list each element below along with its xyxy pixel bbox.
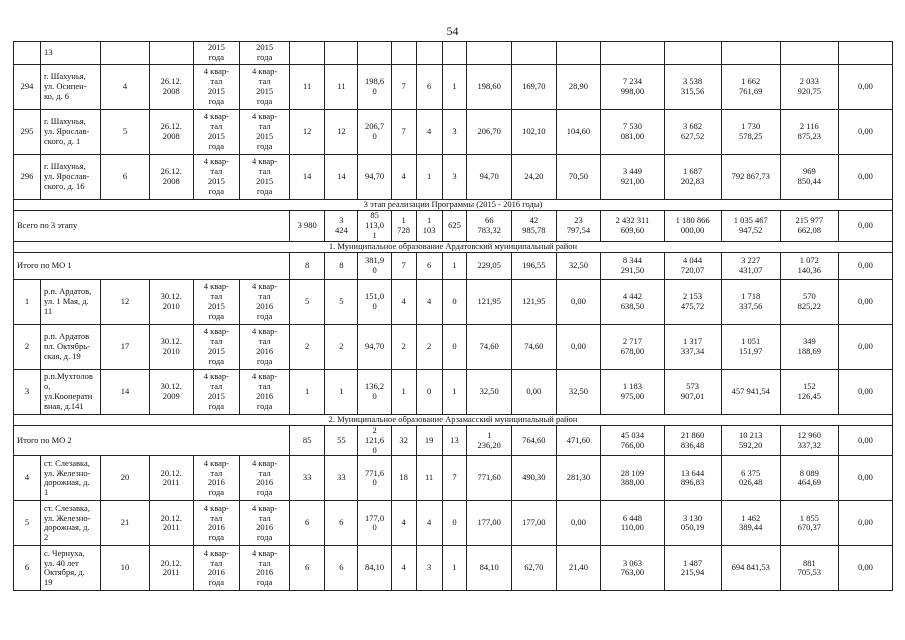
value-cell: 198,60 <box>467 65 512 110</box>
value-cell: 32 <box>391 426 416 456</box>
value-cell: 151,0 0 <box>358 280 391 325</box>
value-cell: 33 <box>325 456 358 501</box>
value-cell: 1 035 467 947,52 <box>721 211 780 242</box>
value-cell: 28,90 <box>556 65 601 110</box>
value-cell: 2 121,6 0 <box>358 426 391 456</box>
value-cell: 1 <box>416 155 442 200</box>
quarter-cell: 2015 года <box>193 42 240 65</box>
value-cell: 1 236,20 <box>467 426 512 456</box>
table-cell: 14 <box>101 370 150 415</box>
value-cell: 7 <box>391 65 416 110</box>
value-cell: 1 718 337,56 <box>721 280 780 325</box>
value-cell: 1 <box>442 370 467 415</box>
value-cell: 7 <box>442 456 467 501</box>
value-cell: 169,70 <box>512 65 557 110</box>
table-cell: 6 <box>101 155 150 200</box>
value-cell: 1 <box>442 253 467 280</box>
value-cell: 3 682 627,52 <box>664 110 721 155</box>
value-cell: 1 <box>442 546 467 591</box>
value-cell: 471,60 <box>556 426 601 456</box>
value-cell: 6 <box>416 65 442 110</box>
value-cell: 4 <box>416 501 442 546</box>
value-cell: 3 538 315,56 <box>664 65 721 110</box>
value-cell: 28 109 388,00 <box>601 456 664 501</box>
value-cell: 0 <box>442 325 467 370</box>
table-row <box>14 110 893 155</box>
value-cell: 10 213 592,20 <box>721 426 780 456</box>
row-number-cell: 5 <box>14 501 41 546</box>
row-number-cell: 295 <box>14 110 41 155</box>
total-label: Итого по МО 1 <box>14 253 290 280</box>
table-cell <box>391 42 416 65</box>
quarter-cell: 4 квар- тал 2016 года <box>240 370 290 415</box>
value-cell: 0,00 <box>838 325 892 370</box>
value-cell: 2 <box>325 325 358 370</box>
table-cell <box>780 42 838 65</box>
value-cell: 177,0 0 <box>358 501 391 546</box>
value-cell: 14 <box>290 155 325 200</box>
value-cell: 23 797,54 <box>556 211 601 242</box>
value-cell: 2 717 678,00 <box>601 325 664 370</box>
value-cell: 1 730 578,25 <box>721 110 780 155</box>
quarter-cell: 4 квар- тал 2015 года <box>193 325 240 370</box>
value-cell: 136,2 0 <box>358 370 391 415</box>
value-cell: 1 051 151,97 <box>721 325 780 370</box>
table-cell: 12 <box>101 280 150 325</box>
table-cell <box>467 42 512 65</box>
value-cell: 0,00 <box>838 370 892 415</box>
date-cell: 26.12. 2008 <box>149 65 193 110</box>
value-cell: 8 089 464,69 <box>780 456 838 501</box>
table-row <box>14 501 893 546</box>
date-cell: 30.12. 2010 <box>149 280 193 325</box>
value-cell: 4 044 720,07 <box>664 253 721 280</box>
row-number-cell: 2 <box>14 325 41 370</box>
page-number: 54 <box>446 24 459 38</box>
value-cell: 102,10 <box>512 110 557 155</box>
value-cell: 94,70 <box>358 325 391 370</box>
value-cell: 4 <box>416 280 442 325</box>
quarter-cell: 4 квар- тал 2015 года <box>193 155 240 200</box>
date-cell <box>149 42 193 65</box>
value-cell: 121,95 <box>467 280 512 325</box>
value-cell: 6 <box>290 501 325 546</box>
value-cell: 19 <box>416 426 442 456</box>
value-cell: 0,00 <box>556 325 601 370</box>
value-cell: 3 424 <box>325 211 358 242</box>
value-cell: 33 <box>290 456 325 501</box>
value-cell: 0,00 <box>838 155 892 200</box>
table-cell <box>512 42 557 65</box>
value-cell: 12 960 337,32 <box>780 426 838 456</box>
value-cell: 4 <box>391 280 416 325</box>
value-cell: 66 783,32 <box>467 211 512 242</box>
table-cell: 4 <box>101 65 150 110</box>
value-cell: 94,70 <box>467 155 512 200</box>
value-cell: 0 <box>416 370 442 415</box>
value-cell: 4 <box>391 546 416 591</box>
value-cell: 2 <box>391 325 416 370</box>
section-header: 3 этап реализации Программы (2015 - 2016 годы) <box>14 200 893 211</box>
value-cell: 104,60 <box>556 110 601 155</box>
value-cell: 1 <box>391 370 416 415</box>
date-cell: 20.12. 2011 <box>149 456 193 501</box>
quarter-cell: 4 квар- тал 2016 года <box>240 325 290 370</box>
table-row <box>14 65 893 110</box>
value-cell: 206,70 <box>467 110 512 155</box>
value-cell: 0,00 <box>838 65 892 110</box>
value-cell: 2 116 875,23 <box>780 110 838 155</box>
value-cell: 84,10 <box>358 546 391 591</box>
value-cell: 0,00 <box>838 253 892 280</box>
value-cell: 1 180 866 000,00 <box>664 211 721 242</box>
value-cell: 84,10 <box>467 546 512 591</box>
value-cell: 625 <box>442 211 467 242</box>
value-cell: 85 113,0 1 <box>358 211 391 242</box>
value-cell: 7 530 081,00 <box>601 110 664 155</box>
value-cell: 1 662 761,69 <box>721 65 780 110</box>
address-cell: с. Чернуха, ул. 40 лет Октября, д. 19 <box>40 546 100 591</box>
value-cell: 177,00 <box>467 501 512 546</box>
table-cell: 5 <box>101 110 150 155</box>
value-cell: 55 <box>325 426 358 456</box>
address-cell: 13 <box>40 42 100 65</box>
table-cell <box>664 42 721 65</box>
value-cell: 764,60 <box>512 426 557 456</box>
address-cell: г. Шахунья, ул. Осипен- ко, д. 6 <box>40 65 100 110</box>
value-cell: 2 153 475,72 <box>664 280 721 325</box>
value-cell: 0,00 <box>556 280 601 325</box>
table-cell <box>325 42 358 65</box>
date-cell: 26.12. 2008 <box>149 155 193 200</box>
value-cell: 1 <box>325 370 358 415</box>
table-cell <box>101 42 150 65</box>
quarter-cell: 4 квар- тал 2016 года <box>240 546 290 591</box>
date-cell: 20.12. 2011 <box>149 501 193 546</box>
table-cell <box>442 42 467 65</box>
value-cell: 32,50 <box>467 370 512 415</box>
value-cell: 12 <box>325 110 358 155</box>
table-cell <box>721 42 780 65</box>
quarter-cell: 4 квар- тал 2015 года <box>193 110 240 155</box>
value-cell: 0,00 <box>838 280 892 325</box>
quarter-cell: 4 квар- тал 2016 года <box>193 546 240 591</box>
value-cell: 7 <box>391 253 416 280</box>
row-number-cell: 296 <box>14 155 41 200</box>
value-cell: 11 <box>325 65 358 110</box>
total-row <box>14 426 893 456</box>
table-cell: 20 <box>101 456 150 501</box>
value-cell: 21 860 836,48 <box>664 426 721 456</box>
value-cell: 74,60 <box>467 325 512 370</box>
table-cell <box>416 42 442 65</box>
address-cell: г. Шахунья, ул. Ярослав- ского, д. 16 <box>40 155 100 200</box>
value-cell: 6 <box>416 253 442 280</box>
value-cell: 1 728 <box>391 211 416 242</box>
quarter-cell: 4 квар- тал 2015 года <box>193 280 240 325</box>
value-cell: 2 <box>416 325 442 370</box>
quarter-cell: 4 квар- тал 2016 года <box>193 456 240 501</box>
value-cell: 1 462 389,44 <box>721 501 780 546</box>
value-cell: 0 <box>442 280 467 325</box>
total-row <box>14 253 893 280</box>
total-row <box>14 211 893 242</box>
date-cell: 30.12. 2010 <box>149 325 193 370</box>
value-cell: 13 644 896,83 <box>664 456 721 501</box>
value-cell: 62,70 <box>512 546 557 591</box>
value-cell: 0,00 <box>556 501 601 546</box>
table-row <box>14 546 893 591</box>
table-cell <box>358 42 391 65</box>
date-cell: 30.12. 2009 <box>149 370 193 415</box>
value-cell: 85 <box>290 426 325 456</box>
table-row <box>14 155 893 200</box>
value-cell: 196,55 <box>512 253 557 280</box>
row-number-cell: 4 <box>14 456 41 501</box>
value-cell: 12 <box>290 110 325 155</box>
total-label: Итого по МО 2 <box>14 426 290 456</box>
value-cell: 771,6 0 <box>358 456 391 501</box>
value-cell: 70,50 <box>556 155 601 200</box>
value-cell: 0,00 <box>838 110 892 155</box>
row-number-cell: 6 <box>14 546 41 591</box>
value-cell: 3 980 <box>290 211 325 242</box>
value-cell: 3 449 921,00 <box>601 155 664 200</box>
quarter-cell: 4 квар- тал 2015 года <box>193 65 240 110</box>
value-cell: 229,05 <box>467 253 512 280</box>
row-number-cell: 3 <box>14 370 41 415</box>
total-label: Всего по 3 этапу <box>14 211 290 242</box>
address-cell: ст. Слезавка, ул. Железно- дорожная, д. 2 <box>40 501 100 546</box>
value-cell: 152 126,45 <box>780 370 838 415</box>
value-cell: 0,00 <box>512 370 557 415</box>
value-cell: 0,00 <box>838 501 892 546</box>
value-cell: 969 850,44 <box>780 155 838 200</box>
value-cell: 281,30 <box>556 456 601 501</box>
value-cell: 457 941,54 <box>721 370 780 415</box>
value-cell: 11 <box>416 456 442 501</box>
value-cell: 1 855 670,37 <box>780 501 838 546</box>
value-cell: 792 867,73 <box>721 155 780 200</box>
value-cell: 206,7 0 <box>358 110 391 155</box>
address-cell: г. Шахунья, ул. Ярослав- ского, д. 1 <box>40 110 100 155</box>
value-cell: 14 <box>325 155 358 200</box>
value-cell: 381,9 0 <box>358 253 391 280</box>
value-cell: 771,60 <box>467 456 512 501</box>
row-number-cell: 294 <box>14 65 41 110</box>
value-cell: 1 072 140,36 <box>780 253 838 280</box>
value-cell: 4 <box>391 155 416 200</box>
date-cell: 26.12. 2008 <box>149 110 193 155</box>
value-cell: 694 841,53 <box>721 546 780 591</box>
value-cell: 0,00 <box>838 211 892 242</box>
value-cell: 32,50 <box>556 253 601 280</box>
value-cell: 3 227 431,07 <box>721 253 780 280</box>
value-cell: 21,40 <box>556 546 601 591</box>
value-cell: 1 487 215,94 <box>664 546 721 591</box>
section-header: 2. Муниципальное образование Арзамасский муниципальный район <box>14 415 893 426</box>
value-cell: 1 317 337,34 <box>664 325 721 370</box>
table-row <box>14 456 893 501</box>
quarter-cell: 4 квар- тал 2015 года <box>240 110 290 155</box>
value-cell: 3 <box>442 155 467 200</box>
value-cell: 94,70 <box>358 155 391 200</box>
value-cell: 6 <box>325 546 358 591</box>
table-row <box>14 42 893 65</box>
value-cell: 18 <box>391 456 416 501</box>
value-cell: 24,20 <box>512 155 557 200</box>
table-cell: 21 <box>101 501 150 546</box>
value-cell: 1 <box>290 370 325 415</box>
section-header-row <box>14 415 893 426</box>
row-number-cell <box>14 42 41 65</box>
value-cell: 74,60 <box>512 325 557 370</box>
value-cell: 349 188,69 <box>780 325 838 370</box>
value-cell: 570 825,22 <box>780 280 838 325</box>
value-cell: 4 <box>391 501 416 546</box>
value-cell: 5 <box>325 280 358 325</box>
value-cell: 0,00 <box>838 546 892 591</box>
table-row <box>14 325 893 370</box>
value-cell: 5 <box>290 280 325 325</box>
value-cell: 7 234 998,00 <box>601 65 664 110</box>
value-cell: 121,95 <box>512 280 557 325</box>
value-cell: 6 375 026,48 <box>721 456 780 501</box>
quarter-cell: 4 квар- тал 2015 года <box>193 370 240 415</box>
value-cell: 2 432 311 609,60 <box>601 211 664 242</box>
value-cell: 0,00 <box>838 456 892 501</box>
value-cell: 8 <box>290 253 325 280</box>
date-cell: 20.12. 2011 <box>149 546 193 591</box>
program-table <box>13 41 893 591</box>
value-cell: 1 687 202,83 <box>664 155 721 200</box>
value-cell: 8 344 291,50 <box>601 253 664 280</box>
value-cell: 6 <box>325 501 358 546</box>
value-cell: 1 183 975,00 <box>601 370 664 415</box>
table-row <box>14 280 893 325</box>
address-cell: ст. Слезавка, ул. Железно- дорожная, д. 1 <box>40 456 100 501</box>
table-cell <box>556 42 601 65</box>
value-cell: 3 130 050,19 <box>664 501 721 546</box>
value-cell: 490,30 <box>512 456 557 501</box>
value-cell: 1 103 <box>416 211 442 242</box>
address-cell: р.п.Мухтолов о, ул.Кооперати вная, д.141 <box>40 370 100 415</box>
value-cell: 1 <box>442 65 467 110</box>
value-cell: 2 <box>290 325 325 370</box>
value-cell: 3 063 763,00 <box>601 546 664 591</box>
value-cell: 215 977 662,08 <box>780 211 838 242</box>
quarter-cell: 4 квар- тал 2016 года <box>240 501 290 546</box>
value-cell: 2 033 920,75 <box>780 65 838 110</box>
value-cell: 11 <box>290 65 325 110</box>
value-cell: 45 034 766,00 <box>601 426 664 456</box>
value-cell: 198,6 0 <box>358 65 391 110</box>
table-cell <box>838 42 892 65</box>
section-header-row <box>14 242 893 253</box>
table-cell <box>601 42 664 65</box>
value-cell: 0 <box>442 501 467 546</box>
table-cell <box>290 42 325 65</box>
address-cell: р.п. Ардатов пл. Октябрь- ская, д. 19 <box>40 325 100 370</box>
value-cell: 4 <box>416 110 442 155</box>
quarter-cell: 4 квар- тал 2016 года <box>240 456 290 501</box>
section-header: 1. Муниципальное образование Ардатовский муниципальный район <box>14 242 893 253</box>
value-cell: 42 985,78 <box>512 211 557 242</box>
table-cell: 10 <box>101 546 150 591</box>
value-cell: 6 448 110,00 <box>601 501 664 546</box>
value-cell: 6 <box>290 546 325 591</box>
value-cell: 13 <box>442 426 467 456</box>
quarter-cell: 4 квар- тал 2016 года <box>193 501 240 546</box>
value-cell: 881 705,53 <box>780 546 838 591</box>
row-number-cell: 1 <box>14 280 41 325</box>
quarter-cell: 4 квар- тал 2015 года <box>240 65 290 110</box>
value-cell: 0,00 <box>838 426 892 456</box>
address-cell: р.п. Ардатов, ул. 1 Мая, д. 11 <box>40 280 100 325</box>
value-cell: 32,50 <box>556 370 601 415</box>
quarter-cell: 2015 года <box>240 42 290 65</box>
value-cell: 3 <box>442 110 467 155</box>
value-cell: 3 <box>416 546 442 591</box>
table-cell: 17 <box>101 325 150 370</box>
value-cell: 8 <box>325 253 358 280</box>
value-cell: 4 442 638,50 <box>601 280 664 325</box>
value-cell: 7 <box>391 110 416 155</box>
value-cell: 177,00 <box>512 501 557 546</box>
table-row <box>14 370 893 415</box>
quarter-cell: 4 квар- тал 2015 года <box>240 155 290 200</box>
section-header-row <box>14 200 893 211</box>
quarter-cell: 4 квар- тал 2016 года <box>240 280 290 325</box>
value-cell: 573 907,01 <box>664 370 721 415</box>
